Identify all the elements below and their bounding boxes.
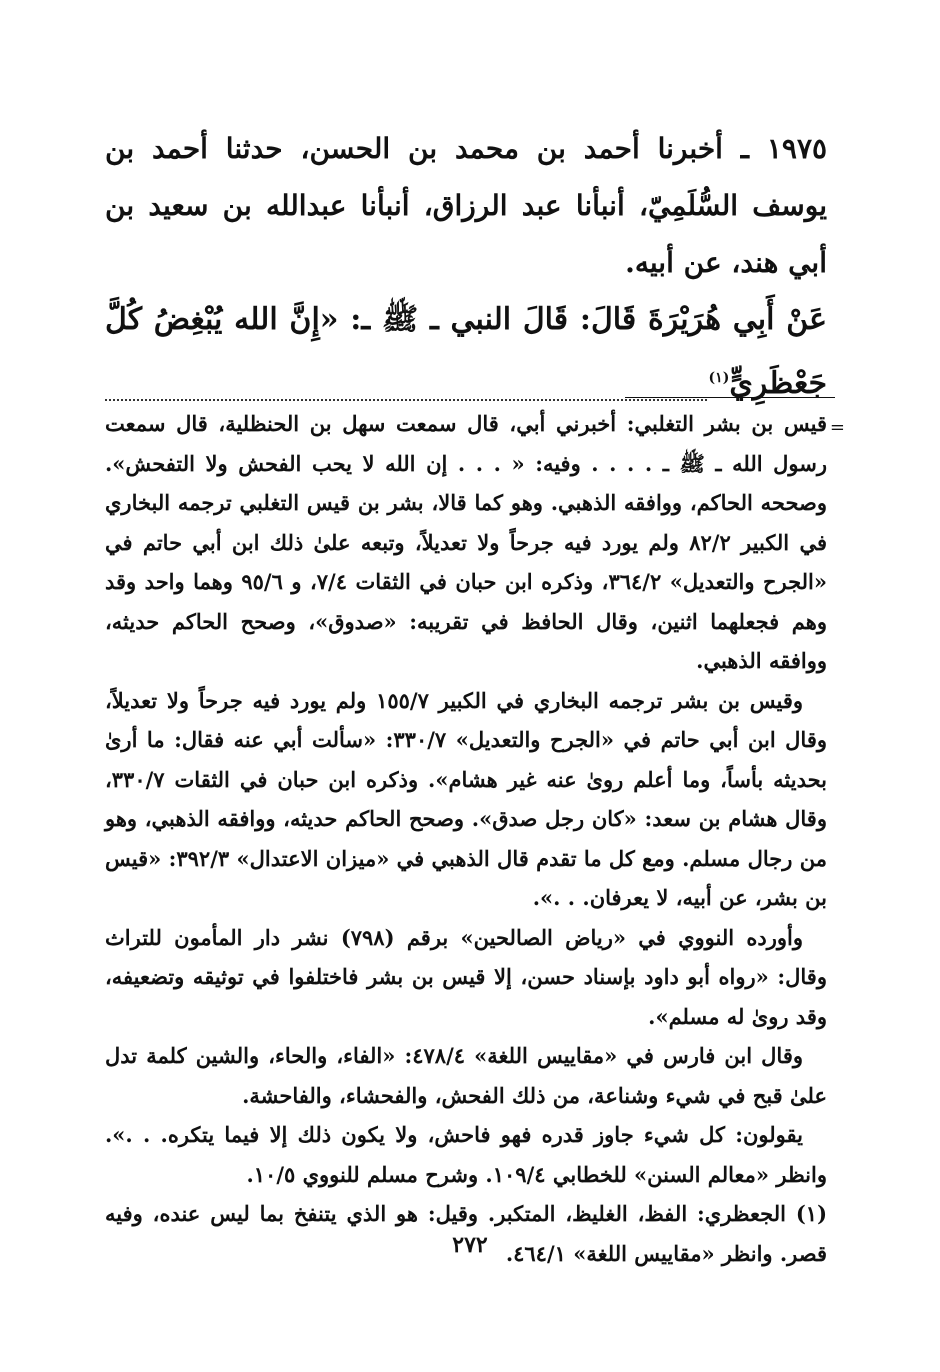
matn-text: عَنْ أَبِي هُرَيْرَةَ قَالَ: قَالَ النبي ـ ﷺ ـ: «إِنَّ الله يُبْغِضُ كُلَّ جَعْظَرِيٍّ bbox=[105, 302, 827, 401]
dotted-continuation-line bbox=[105, 399, 707, 401]
note-paragraph: وقيس بن بشر ترجمه البخاري في الكبير ١٥٥/٧ ولم يورد فيه جرحاً ولا تعديلاً، وقال ابن أبي حاتم في «الجرح والتعديل» ٣٣٠/٧: «سألت أبي عنه فقال: ما أرىٰ بحديثه بأساً، وما أعلم روىٰ عنه غير هشام». وذكره ابن حبان في الثقات ٣٣٠/٧، وقال هشام بن سعد: «كان رجل صدق». وصحح الحاكم حديثه، ووافقه الذهبي، وهو من رجال مسلم. ومع كل ما تقدم قال الذهبي في «ميزان الاعتدال» ٣٩٢/٣: «قيس بن بشر، عن أبيه، لا يعرفان. . .». bbox=[105, 687, 827, 910]
footnote-reference: (١) bbox=[708, 370, 730, 386]
note-paragraph: وقال ابن فارس في «مقاييس اللغة» ٤٧٨/٤: «الفاء، والحاء، والشين كلمة تدل علىٰ قبح في شيء وشناعة، من ذلك الفحش، والفحشاء، والفاحشة. bbox=[105, 1043, 827, 1108]
main-text bbox=[105, 120, 827, 401]
note-paragraph: وأورده النووي في «رياض الصالحين» برقم (٧٩٨) نشر دار المأمون للتراث وقال: «رواه أبو داود بإسناد حسن، إلا قيس بن بشر فاختلفوا في توثيقه وتضعيفه، وقد روىٰ له مسلم». bbox=[105, 924, 827, 1029]
hadith-number: ١٩٧٥ bbox=[766, 132, 828, 165]
footnotes bbox=[105, 404, 845, 1273]
footnote-separator bbox=[625, 397, 835, 398]
isnad-paragraph bbox=[105, 120, 827, 291]
isnad-text: ـ أخبرنا أحمد بن محمد بن الحسن، حدثنا أحمد بن يوسف السُّلَمِيّ، أنبأنا عبد الرزاق، أنبأنا عبدالله بن سعيد بن أبي هند، عن أبيه. bbox=[105, 132, 827, 279]
note-paragraph: يقولون: كل شيء جاوز قدره فهو فاحش، ولا يكون ذلك إلا فيما يتكره. . .». وانظر «معالم السنن» للخطابي ١٠٩/٤. وشرح مسلم للنووي ١٠/٥. bbox=[105, 1122, 827, 1187]
page-number: ٢٧٢ bbox=[452, 1232, 488, 1258]
matn-paragraph bbox=[105, 291, 827, 413]
note-paragraph: قيس بن بشر التغلبي: أخبرني أبي، قال سمعت سهل بن الحنظلية، قال سمعت رسول الله ـ ﷺ ـ . . . . وفيه: « . . . إن الله لا يحب الفحش ولا التفحش». وصححه الحاكم، ووافقه الذهبي. وهو كما قالا، بشر بن قيس التغلبي ترجمه البخاري في الكبير ٨٢/٢ ولم يورد فيه جرحاً ولا تعديلاً، وتبعه علىٰ ذلك ابن أبي حاتم في «الجرح والتعديل» ٣٦٤/٢، وذكره ابن حبان في الثقات ٧/٤، و ٩٥/٦ وهما واحد وقد وهم فجعلهما اثنين، وقال الحافظ في تقريبه: «صدوق»، وصحح الحاكم حديثه، ووافقه الذهبي. bbox=[105, 411, 828, 673]
continuation-mark: = bbox=[829, 417, 845, 438]
footnote-1: (١) الجعظري: الفظ، الغليظ، المتكبر. وقيل: هو الذي يتنفخ بما ليس عنده، وفيه قصر. وانظر «مقاييس اللغة» ٤٦٤/١. bbox=[105, 1201, 827, 1266]
